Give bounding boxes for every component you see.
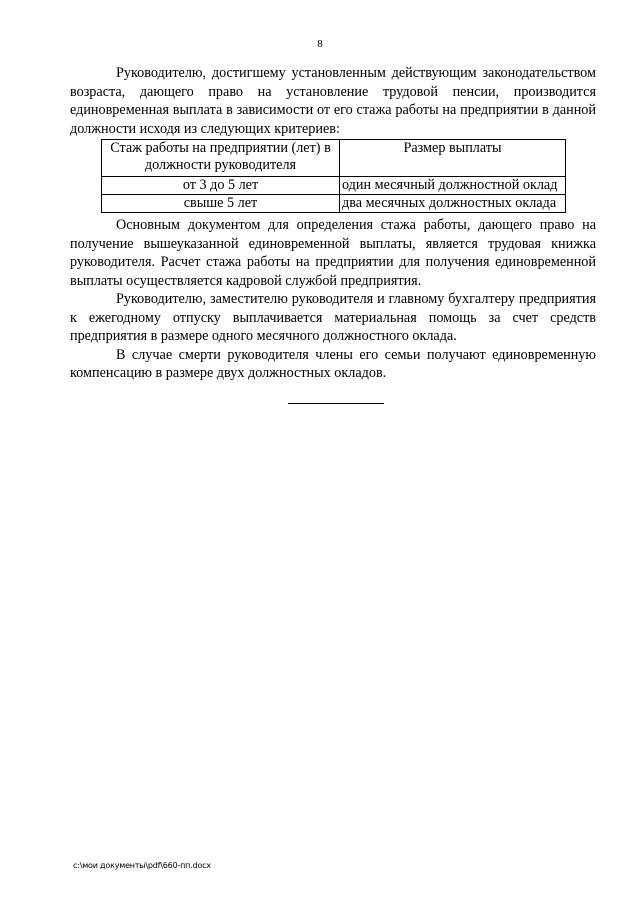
- table-header-row: [102, 140, 566, 177]
- table-row: [102, 177, 566, 195]
- document-paragraph: Руководителю, заместителю руководителя и главному бухгалтеру предприятия к ежегодному отпуску выплачивается материальная помощь за счет средств предприятия в размере одного месячного должностного оклада.: [70, 291, 596, 344]
- table-cell-payment: два месячных должностных оклада: [340, 195, 566, 213]
- table-row: [102, 195, 566, 213]
- document-paragraph: Основным документом для определения стажа работы, дающего право на получение вышеуказанной единовременной выплаты, является трудовая книжка руководителя. Расчет стажа работы на предприятии для получения единовременной выплаты осуществляется кадровой службой предприятия.: [70, 217, 596, 289]
- table-cell-experience: свыше 5 лет: [102, 195, 340, 213]
- intro-paragraph: Руководителю, достигшему установленным действующим законодательством возраста, дающего право на установление трудовой пенсии, производится единовременная выплата в зависимости от его стажа работы на предприятии в данной должности исходя из следующих критериев:: [70, 65, 596, 137]
- column-header-experience: Стаж работы на предприятии (лет) в должности руководителя: [102, 140, 340, 177]
- column-header-payment: Размер выплаты: [340, 140, 566, 177]
- table-cell-experience: от 3 до 5 лет: [102, 177, 340, 195]
- table-cell-payment: один месячный должностной оклад: [340, 177, 566, 195]
- page-number: 8: [317, 38, 323, 50]
- end-divider-line: [288, 403, 384, 404]
- document-paragraph: В случае смерти руководителя члены его семьи получают единовременную компенсацию в размере двух должностных окладов.: [70, 346, 596, 381]
- footer-file-path: c:\мои документы\pdf\660-пп.docx: [73, 861, 211, 870]
- payment-criteria-table: [101, 139, 566, 213]
- document-body: [70, 64, 596, 383]
